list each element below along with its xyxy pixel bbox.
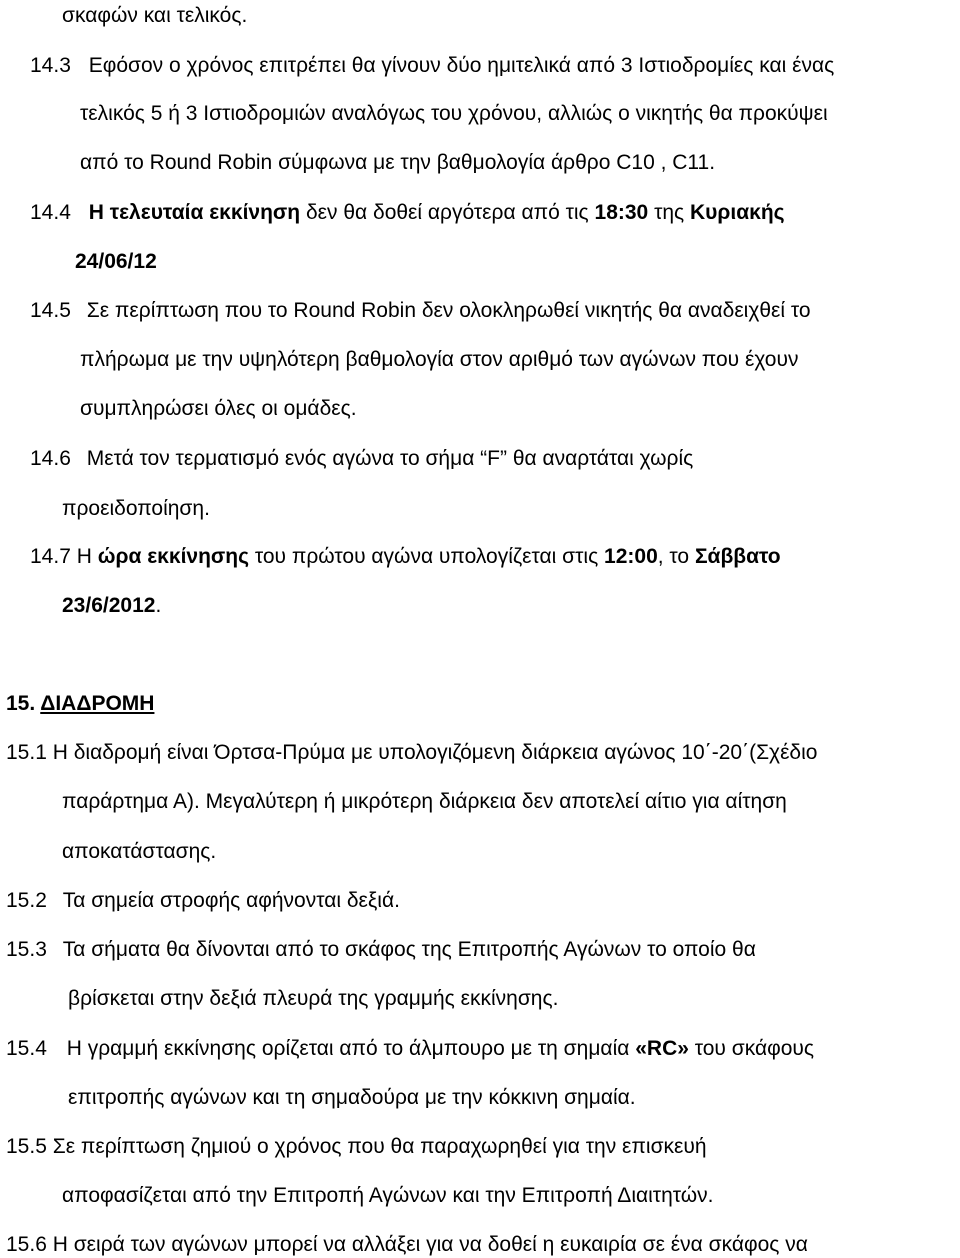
section-number: 15.6 xyxy=(6,1233,47,1256)
section-number: 15.5 xyxy=(6,1135,47,1158)
section-15-1-line-1: 15.1 Η διαδρομή είναι Όρτσα-Πρύμα με υπολογιζόμενη διάρκεια αγώνος 10΄-20΄(Σχέδιο xyxy=(6,741,818,764)
section-15-1-line-2: παράρτημα Α). Μεγαλύτερη ή μικρότερη διάρκεια δεν αποτελεί αίτιο για αίτηση xyxy=(62,790,787,813)
section-number: 14.3 xyxy=(30,54,71,77)
section-14-6-line-2: προειδοποίηση. xyxy=(62,497,210,520)
section-14-4-line-1: 14.4 Η τελευταία εκκίνηση δεν θα δοθεί αργότερα από τις 18:30 της Κυριακής xyxy=(30,201,785,224)
section-14-3-line-2: τελικός 5 ή 3 Ιστιοδρομιών αναλόγως του χρόνου, αλλιώς ο νικητής θα προκύψει xyxy=(80,102,828,125)
section-14-3-line-3: από το Round Robin σύμφωνα με την βαθμολογία άρθρο C10 , C11. xyxy=(80,151,716,174)
section-15-5-line-1: 15.5 Σε περίπτωση ζημιού ο χρόνος που θα παραχωρηθεί για την επισκευή xyxy=(6,1135,707,1158)
section-number: 15.4 xyxy=(6,1037,47,1060)
section-number: 14.6 xyxy=(30,447,71,470)
section-15-5-line-2: αποφασίζεται από την Επιτροπή Αγώνων και την Επιτροπή Διαιτητών. xyxy=(62,1184,714,1207)
section-15-1-line-3: αποκατάστασης. xyxy=(62,840,217,863)
section-number: 14.5 xyxy=(30,299,71,322)
section-14-5-line-2: πλήρωμα με την υψηλότερη βαθμολογία στον αριθμό των αγώνων που έχουν xyxy=(80,348,799,371)
section-15-4-line-1: 15.4 Η γραμμή εκκίνησης ορίζεται από το άλμπουρο με τη σημαία «RC» του σκάφους xyxy=(6,1037,814,1060)
section-15-heading xyxy=(6,693,154,714)
section-15-6-line-1: 15.6 Η σειρά των αγώνων μπορεί να αλλάξει για να δοθεί η ευκαιρία σε ένα σκάφος να xyxy=(6,1233,808,1256)
section-number: 14.4 xyxy=(30,201,71,224)
section-14-5-line-3: συμπληρώσει όλες οι ομάδες. xyxy=(80,397,357,420)
intro-line: σκαφών και τελικός. xyxy=(62,4,248,27)
section-number: 15.3 xyxy=(6,938,47,961)
section-number: 14.7 xyxy=(30,545,71,568)
section-15-2-line-1: 15.2 Τα σημεία στροφής αφήνονται δεξιά. xyxy=(6,889,400,912)
section-14-6-line-1: 14.6 Μετά τον τερματισμό ενός αγώνα το σήμα “F” θα αναρτάται χωρίς xyxy=(30,447,694,470)
section-14-4-line-2: 24/06/12 xyxy=(75,250,157,273)
section-number: 15.2 xyxy=(6,889,47,912)
section-number: 15.1 xyxy=(6,741,47,764)
section-15-title: ΔΙΑΔΡΟΜΗ xyxy=(40,692,155,715)
section-15-4-line-2: επιτροπής αγώνων και τη σημαδούρα με την κόκκινη σημαία. xyxy=(68,1086,636,1109)
section-14-3-line-1: 14.3 Εφόσον ο χρόνος επιτρέπει θα γίνουν δύο ημιτελικά από 3 Ιστιοδρομίες και ένας xyxy=(30,54,835,77)
section-14-7-line-1: 14.7 Η ώρα εκκίνησης του πρώτου αγώνα υπολογίζεται στις 12:00, το Σάββατο xyxy=(30,545,781,568)
section-number: 15. xyxy=(6,692,41,715)
section-15-3-line-1: 15.3 Τα σήματα θα δίνονται από το σκάφος της Επιτροπής Αγώνων το οποίο θα xyxy=(6,938,756,961)
section-14-5-line-1: 14.5 Σε περίπτωση που το Round Robin δεν ολοκληρωθεί νικητής θα αναδειχθεί το xyxy=(30,299,811,322)
section-14-7-line-2: 23/6/2012. xyxy=(62,594,162,617)
section-15-3-line-2: βρίσκεται στην δεξιά πλευρά της γραμμής εκκίνησης. xyxy=(68,987,559,1010)
